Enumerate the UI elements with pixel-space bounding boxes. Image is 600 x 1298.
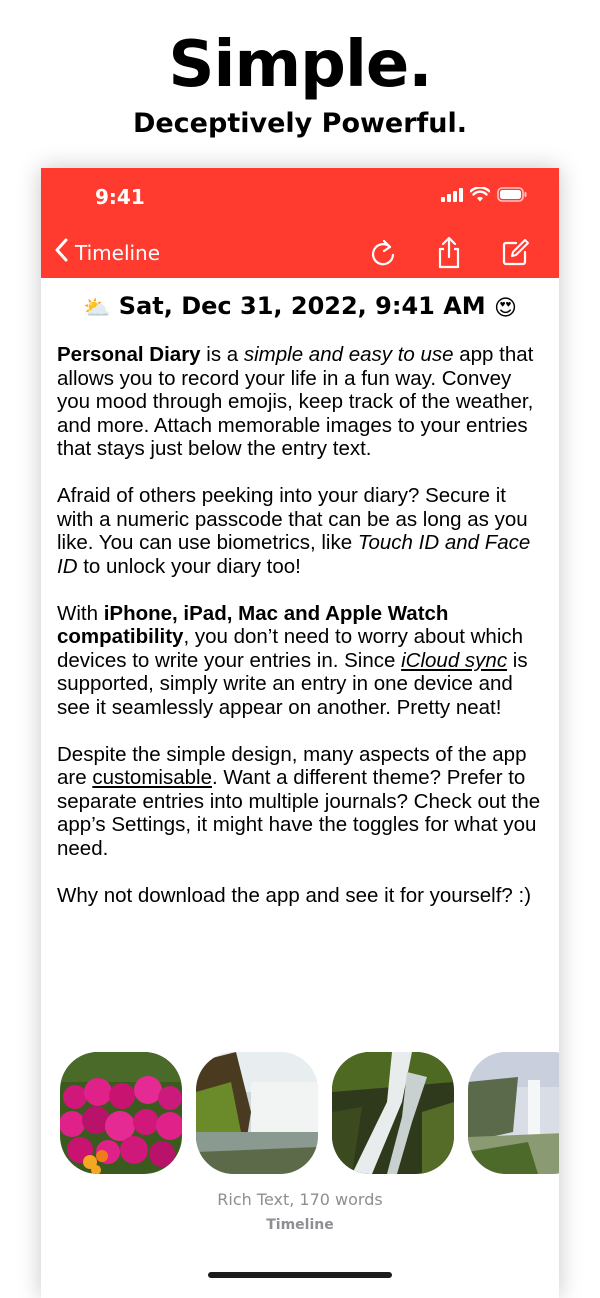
customisable-link[interactable]: customisable bbox=[92, 766, 212, 789]
paragraph-1 bbox=[57, 343, 547, 461]
status-icons bbox=[441, 188, 527, 206]
text-run: Afraid of others peeking into your diary? Secure it with a numeric passcode that can be as long as you like. You can use biometrics, like bbox=[57, 484, 528, 554]
word-count: Rich Text, 170 words bbox=[217, 1190, 383, 1209]
app-name: Personal Diary bbox=[57, 343, 201, 366]
chevron-left-icon bbox=[55, 238, 69, 267]
cellular-signal-icon bbox=[441, 188, 463, 207]
mossy-waterfall-photo[interactable] bbox=[332, 1052, 454, 1174]
text-run: is a bbox=[200, 343, 244, 366]
back-button-label: Timeline bbox=[75, 240, 161, 265]
entry-body[interactable] bbox=[57, 343, 547, 931]
marketing-subtitle: Deceptively Powerful. bbox=[132, 108, 468, 139]
text-run: to unlock your diary too! bbox=[77, 554, 301, 578]
mood-emoji: 😍 bbox=[494, 296, 517, 321]
status-time: 9:41 bbox=[95, 185, 145, 209]
phone-screen bbox=[41, 168, 559, 1298]
nav-actions bbox=[365, 235, 533, 271]
navigation-bar bbox=[41, 168, 559, 278]
text-run: is supported, simply write an entry in one device and see it seamlessly appear on another. Pretty neat! bbox=[57, 648, 528, 719]
back-button[interactable] bbox=[55, 238, 160, 267]
share-icon[interactable] bbox=[431, 235, 467, 271]
text-run: app that allows you to record your life in a fun way. Convey you mood through emojis, keep track of the weather, and more. Attach memorable images to your entries that stays just below the entry text. bbox=[57, 343, 534, 460]
text-run: With bbox=[57, 601, 104, 625]
refresh-icon[interactable] bbox=[365, 235, 401, 271]
compose-icon[interactable] bbox=[497, 235, 533, 271]
entry-date: Sat, Dec 31, 2022, 9:41 AM bbox=[118, 292, 486, 320]
paragraph-5 bbox=[57, 884, 547, 908]
italic-run: Touch ID and Face ID bbox=[57, 531, 531, 578]
misty-waterfall-photo[interactable] bbox=[468, 1052, 559, 1174]
paragraph-4 bbox=[57, 743, 547, 861]
text-run: Why not download the app and see it for yourself? :) bbox=[57, 883, 532, 907]
bold-run: iPhone, iPad, Mac and Apple Watch compatibility bbox=[57, 601, 449, 648]
paragraph-3 bbox=[57, 602, 547, 720]
marketing-title: Simple. bbox=[168, 28, 432, 102]
text-run: Despite the simple design, many aspects of the app are bbox=[57, 742, 527, 789]
flowers-photo[interactable] bbox=[60, 1052, 182, 1174]
paragraph-2 bbox=[57, 484, 547, 578]
text-run: , you don’t need to worry about which devices to write your entries in. Since bbox=[57, 625, 524, 672]
wifi-icon bbox=[470, 187, 490, 207]
journal-name: Timeline bbox=[266, 1217, 334, 1233]
entry-date-heading bbox=[41, 292, 559, 321]
italic-run: simple and easy to use bbox=[243, 343, 454, 366]
icloud-sync-link[interactable]: iCloud sync bbox=[401, 648, 508, 672]
waterfall-cliff-photo[interactable] bbox=[196, 1052, 318, 1174]
text-run: . Want a different theme? Prefer to separate entries into multiple journals? Check out the app’s Settings, it might have the toggles for what you need. bbox=[57, 766, 541, 860]
battery-icon bbox=[497, 187, 527, 207]
weather-emoji: ⛅ bbox=[83, 296, 111, 321]
image-strip[interactable] bbox=[60, 1052, 559, 1174]
home-indicator bbox=[208, 1272, 392, 1278]
